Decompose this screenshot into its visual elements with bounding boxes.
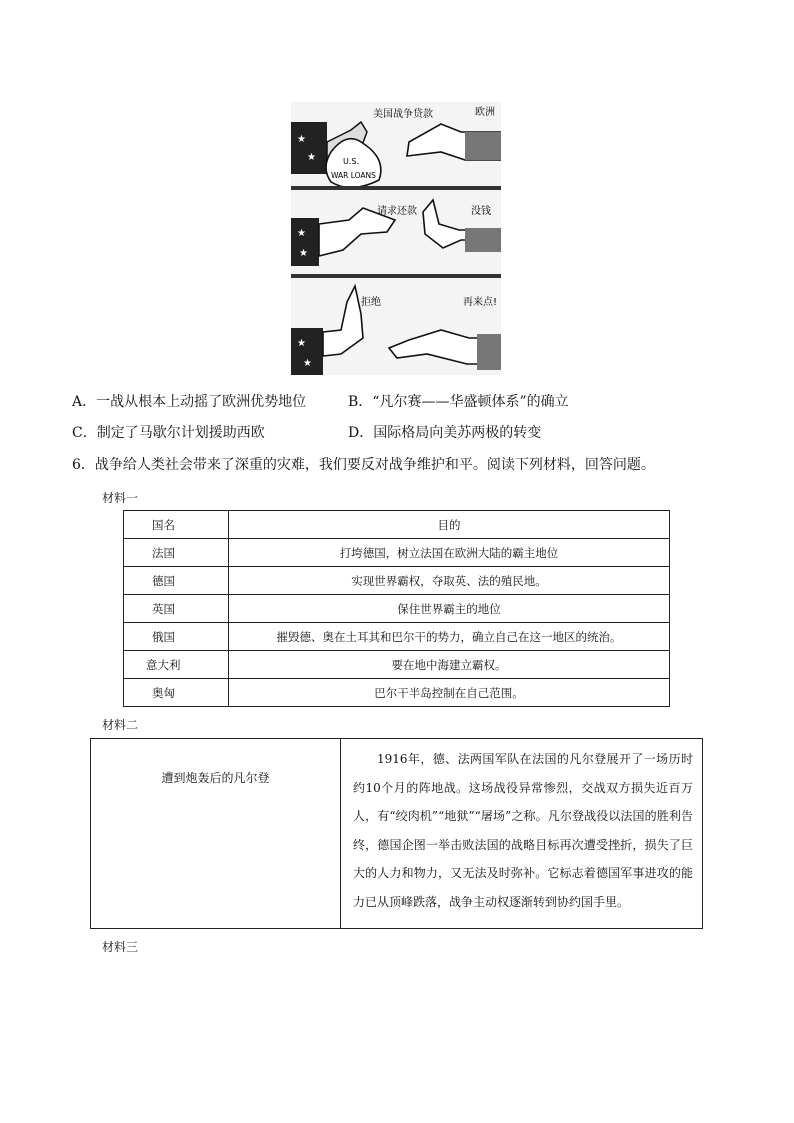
- table-header-row: [124, 511, 670, 539]
- purpose-cell: 实现世界霸权，夺取英、法的殖民地。: [229, 567, 670, 595]
- material-2-label: 材料二: [102, 718, 139, 732]
- material-2-divider: [340, 739, 341, 928]
- purpose-cell: 巴尔干半岛控制在自己范围。: [229, 679, 670, 707]
- option-c[interactable]: C．制定了马歇尔计划援助西欧: [72, 425, 265, 441]
- caption-refuse: 拒绝: [361, 297, 381, 308]
- caption-more-please: 再来点!: [463, 297, 498, 308]
- material-1-label: 材料一: [102, 491, 139, 505]
- material-2-text: 1916年，德、法两国军队在法国的凡尔登展开了一场历时约10个月的阵地战。这场战役异常惨烈，交战双方损失近百万人，有“绞肉机”“地狱”“屠场”之称。凡尔登战役以法国的胜利告终，德国企图一举击败法国的战略目标再次遭受挫折，损失了巨大的人力和物力，又无法及时弥补。它标志着德国军事进攻的能力已从顶峰跌落，战争主动权逐渐转到协约国手里。: [353, 752, 693, 909]
- svg-text:★: ★: [299, 248, 308, 259]
- table-row: [124, 679, 670, 707]
- caption-no-money: 没钱: [471, 206, 491, 217]
- table-row: [124, 567, 670, 595]
- country-cell: 德国: [124, 567, 229, 595]
- svg-text:★: ★: [303, 358, 312, 369]
- table-row: [124, 539, 670, 567]
- table-row: [124, 595, 670, 623]
- caption-war-loans: 美国战争贷款: [373, 109, 433, 120]
- caption-request-repayment: 请求还款: [377, 206, 417, 217]
- option-a[interactable]: A．一战从根本上动摇了欧洲优势地位: [72, 394, 307, 410]
- country-cell: 奥匈: [124, 679, 229, 707]
- caption-europe: 欧洲: [475, 107, 495, 118]
- option-d[interactable]: D．国际格局向美苏两极的转变: [348, 425, 542, 441]
- option-b[interactable]: B．“凡尔赛——华盛顿体系”的确立: [348, 394, 569, 410]
- question-6: 6．战争给人类社会带来了深重的灾难，我们要反对战争维护和平。阅读下列材料，回答问题。: [72, 457, 655, 473]
- country-cell: 英国: [124, 595, 229, 623]
- bag-label-1: U.S.: [343, 157, 360, 166]
- header-country: 国名: [124, 511, 229, 539]
- svg-text:★: ★: [297, 228, 306, 239]
- purpose-cell: 摧毁德、奥在土耳其和巴尔干的势力，确立自己在这一地区的统治。: [229, 623, 670, 651]
- table-row: [124, 623, 670, 651]
- table-row: [124, 651, 670, 679]
- country-cell: 俄国: [124, 623, 229, 651]
- material-2-box: [90, 738, 703, 929]
- material-3-label: 材料三: [102, 940, 139, 954]
- verdun-image-caption: 遭到炮轰后的凡尔登: [161, 771, 270, 785]
- bag-label-2: WAR LOANS: [331, 171, 376, 180]
- country-cell: 意大利: [124, 651, 229, 679]
- header-purpose: 目的: [229, 511, 670, 539]
- country-cell: 法国: [124, 539, 229, 567]
- war-loans-cartoon: [291, 102, 501, 375]
- svg-text:★: ★: [307, 152, 316, 163]
- purpose-cell: 打垮德国，树立法国在欧洲大陆的霸主地位: [229, 539, 670, 567]
- svg-text:★: ★: [297, 134, 306, 145]
- purpose-cell: 要在地中海建立霸权。: [229, 651, 670, 679]
- purpose-cell: 保住世界霸主的地位: [229, 595, 670, 623]
- material-1-table: [123, 510, 670, 707]
- svg-text:★: ★: [297, 338, 306, 349]
